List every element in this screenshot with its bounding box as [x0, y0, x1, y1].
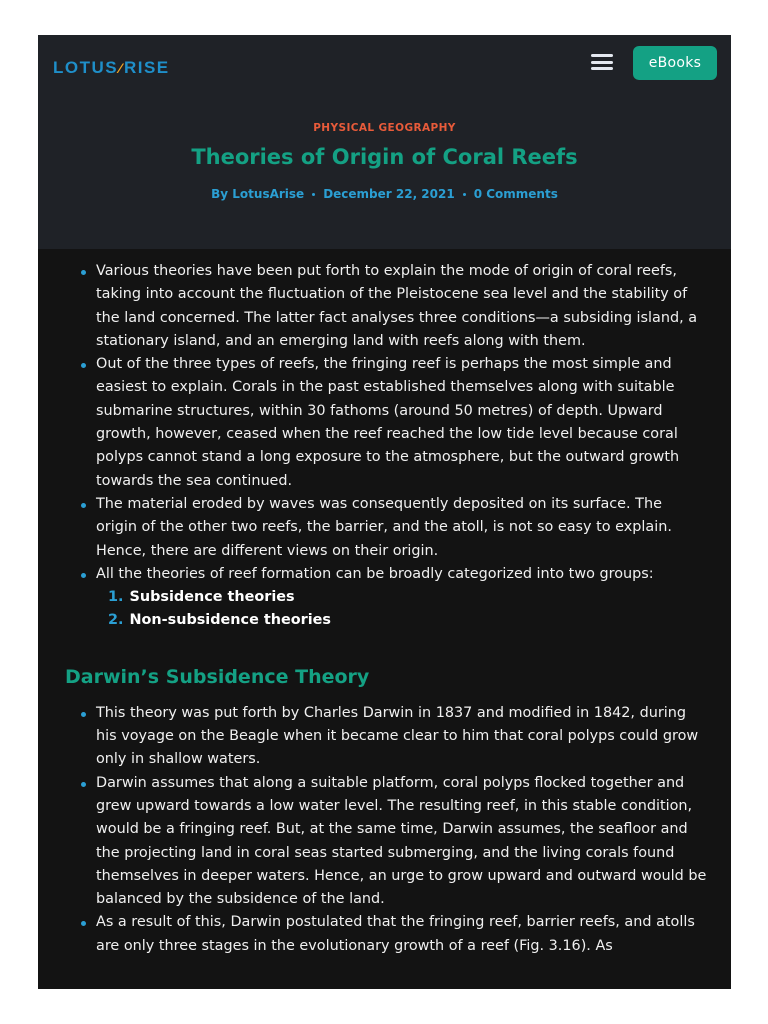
category-link[interactable]: PHYSICAL GEOGRAPHY [313, 122, 456, 134]
article-frame [38, 35, 731, 989]
article-content [38, 260, 731, 958]
post-date[interactable]: December 22, 2021 [323, 187, 455, 201]
list-item: As a result of this, Darwin postulated that the fringing reef, barrier reefs, and atolls are only three stages in the evolutionary growth of a reef (Fig. 3.16). As [65, 911, 707, 958]
author-link[interactable]: By LotusArise [211, 187, 305, 201]
list-item [96, 609, 707, 632]
post-meta [38, 187, 731, 201]
list-item: The material eroded by waves was consequently deposited on its surface. The origin of the other two reefs, the barrier, and the atoll, is not so easy to explain. Hence, there are different views on their origin. [65, 493, 707, 563]
separator-dot [312, 193, 315, 196]
list-item [65, 563, 707, 633]
list-number: 2. [108, 612, 124, 629]
list-item: Darwin assumes that along a suitable platform, coral polyps flocked together and grew upward towards a low water level. The resulting reef, in this stable condition, would be a fringing reef. But, at the same time, Darwin assumes, the seafloor and the projecting land in coral seas started submerging, and the living corals found themselves in deeper waters. Hence, an urge to grow upward and outward would be balanced by the subsidence of the land. [65, 772, 707, 912]
logo-text-right: RISE [123, 58, 170, 77]
list-item-label: Subsidence theories [129, 589, 295, 606]
site-header [38, 35, 731, 249]
site-logo[interactable] [53, 56, 170, 80]
list-item: This theory was put forth by Charles Darwin in 1837 and modified in 1842, during his voyage on the Beagle when it became clear to him that coral polyps could grow only in shallow waters. [65, 702, 707, 772]
list-item: Various theories have been put forth to explain the mode of origin of coral reefs, taking into account the fluctuation of the Pleistocene sea level and the stability of the land concerned. The latter fact analyses three conditions—a subsiding island, a stationary island, and an emerging land with reefs along with them. [65, 260, 707, 353]
logo-text-left: LOTUS [53, 58, 119, 77]
theory-groups-list [96, 586, 707, 633]
list-item-label: Non-subsidence theories [129, 612, 331, 629]
intro-list [65, 260, 707, 633]
list-number: 1. [108, 589, 124, 606]
separator-dot [463, 193, 466, 196]
list-item: Out of the three types of reefs, the fringing reef is perhaps the most simple and easiest to explain. Corals in the past established themselves along with suitable submarine structures, within 30 fathoms (around 50 metres) of depth. Upward growth, however, ceased when the reef reached the low tide level because coral polyps cannot stand a long exposure to the atmosphere, but the outward growth towards the sea continued. [65, 353, 707, 493]
section-heading: Darwin’s Subsidence Theory [65, 665, 370, 688]
hamburger-menu-icon[interactable] [591, 53, 613, 71]
list-item [96, 586, 707, 609]
ebooks-button[interactable]: eBooks [633, 46, 717, 80]
comments-link[interactable]: 0 Comments [473, 187, 558, 201]
list-item-text: All the theories of reef formation can be broadly categorized into two groups: [96, 565, 654, 582]
darwin-list [65, 702, 707, 958]
logo-lotus-icon: ⁄ [119, 60, 123, 76]
page-title: Theories of Origin of Coral Reefs [191, 145, 578, 169]
